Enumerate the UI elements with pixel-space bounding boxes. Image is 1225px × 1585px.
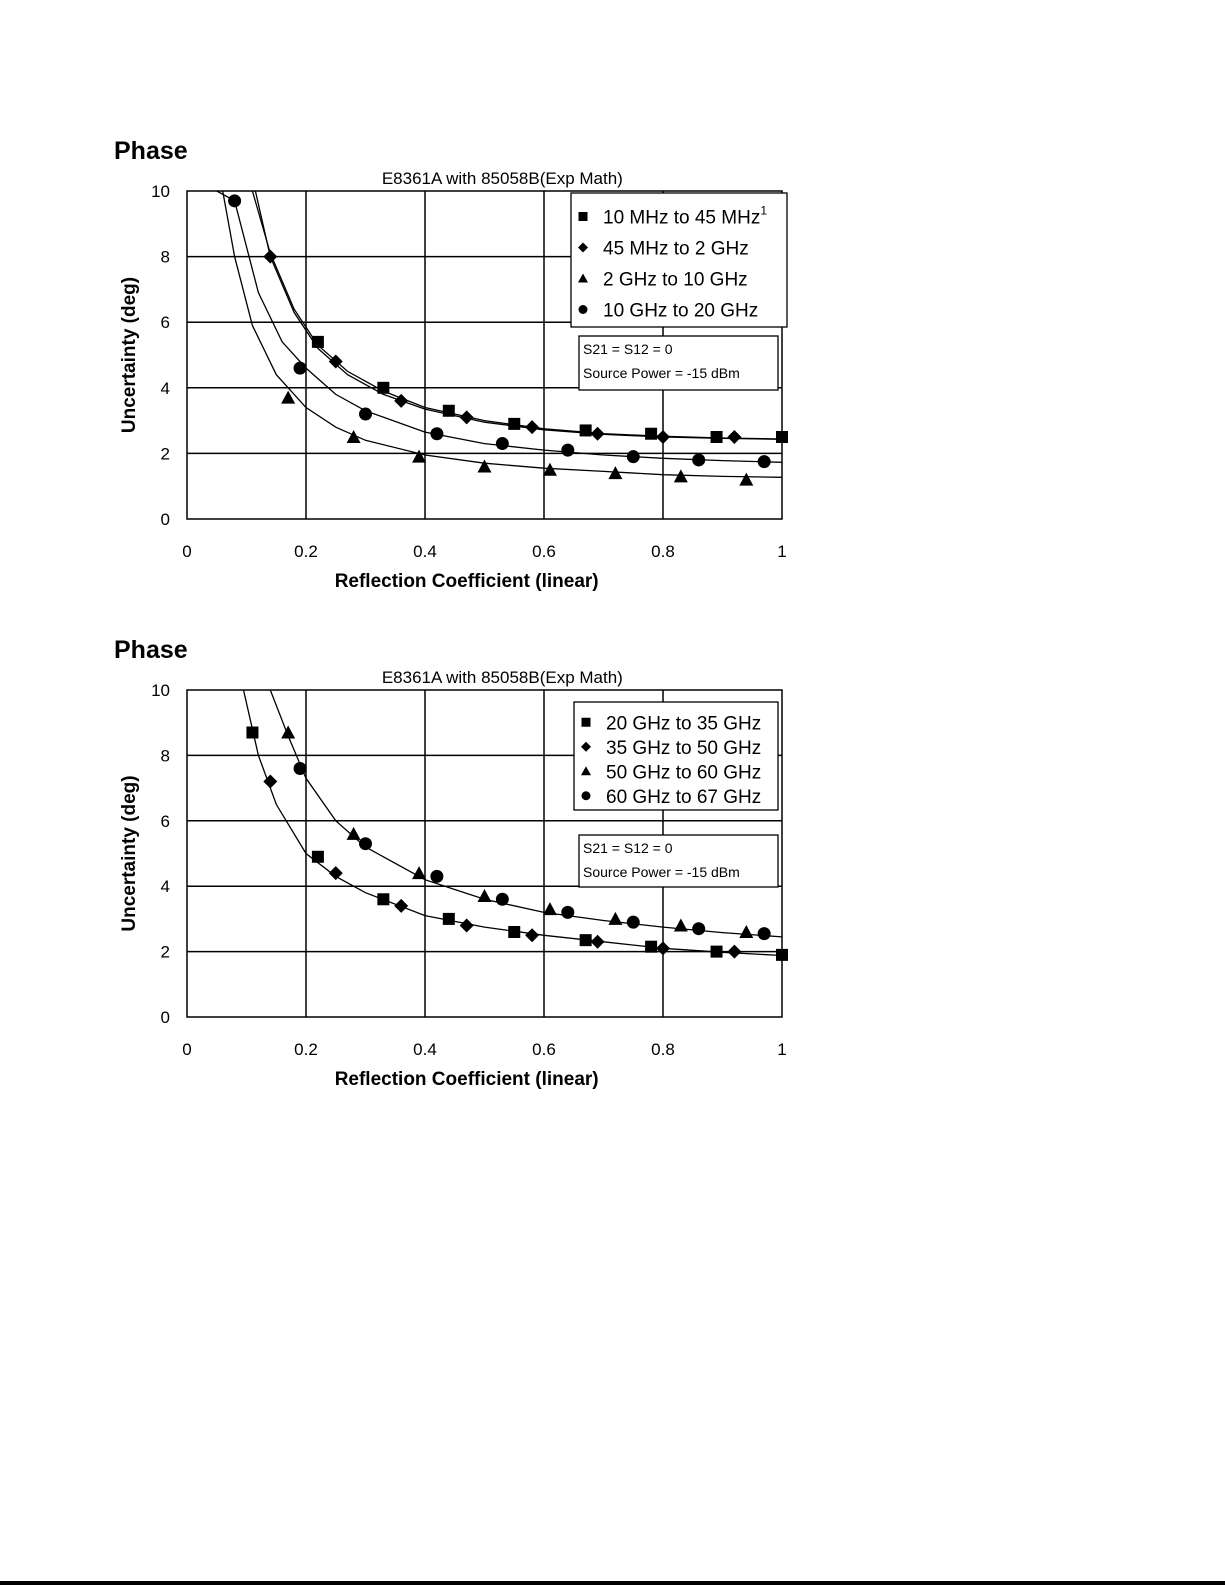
legend-label: 35 GHz to 50 GHz <box>606 737 762 759</box>
x-tick-label: 0.2 <box>294 1040 318 1059</box>
x-tick-label: 1 <box>777 542 787 561</box>
y-tick-label: 8 <box>160 247 170 267</box>
annotation-box <box>579 336 778 390</box>
y-tick-label: 8 <box>160 746 170 766</box>
data-point-square <box>776 431 788 443</box>
y-tick-label: 10 <box>151 681 170 700</box>
legend-marker-circle <box>579 305 588 314</box>
legend-marker-circle <box>582 791 591 800</box>
data-point-circle <box>359 408 372 421</box>
data-point-circle <box>758 455 771 468</box>
data-point-square <box>580 424 592 436</box>
legend-label: 10 MHz to 45 MHz$^1$ <box>603 203 768 229</box>
y-tick-label: 4 <box>160 378 170 398</box>
data-point-circle <box>294 362 307 375</box>
data-point-square <box>377 893 389 905</box>
y-tick-label: 4 <box>160 877 170 897</box>
x-tick-label: 0.6 <box>532 542 556 561</box>
y-tick-label: 2 <box>160 444 170 464</box>
chart-1-svg <box>0 0 1225 620</box>
data-point-circle <box>430 870 443 883</box>
data-point-circle <box>561 906 574 919</box>
x-tick-label: 0.4 <box>413 542 437 561</box>
data-point-square <box>645 941 657 953</box>
data-point-square <box>711 431 723 443</box>
section-heading: Phase <box>114 636 188 664</box>
chart-legend <box>574 702 778 810</box>
legend-superscript: 1 <box>760 203 768 218</box>
annotation-line: S21 = S12 = 0 <box>583 341 673 357</box>
data-point-circle <box>627 916 640 929</box>
legend-label: 10 GHz to 20 GHz <box>603 300 759 322</box>
data-point-square <box>312 336 324 348</box>
chart-title: E8361A with 85058B(Exp Math) <box>381 169 623 188</box>
legend-label: 45 MHz to 2 GHz <box>603 238 749 260</box>
legend-label: 60 GHz to 67 GHz <box>606 786 762 808</box>
chart-legend <box>571 193 787 327</box>
data-point-circle <box>627 450 640 463</box>
x-tick-label: 1 <box>777 1040 787 1059</box>
page-bottom-rule <box>0 1581 1225 1585</box>
x-tick-label: 0 <box>182 542 192 561</box>
x-tick-label: 0.4 <box>413 1040 437 1059</box>
y-tick-label: 2 <box>160 942 170 962</box>
data-point-square <box>711 946 723 958</box>
x-tick-label: 0.8 <box>651 1040 675 1059</box>
legend-marker-square <box>582 718 591 727</box>
data-point-circle <box>496 893 509 906</box>
chart-title: E8361A with 85058B(Exp Math) <box>381 668 623 687</box>
data-point-circle <box>692 922 705 935</box>
data-point-square <box>776 949 788 961</box>
data-point-circle <box>359 837 372 850</box>
data-point-circle <box>692 453 705 466</box>
annotation-line: S21 = S12 = 0 <box>583 840 673 856</box>
x-tick-label: 0 <box>182 1040 192 1059</box>
annotation-box <box>579 835 778 887</box>
legend-label: 20 GHz to 35 GHz <box>606 713 762 735</box>
data-point-circle <box>430 427 443 440</box>
x-tick-label: 0.2 <box>294 542 318 561</box>
y-axis-label: Uncertainty (deg) <box>119 276 140 434</box>
y-tick-label: 6 <box>160 811 170 831</box>
data-point-circle <box>561 444 574 457</box>
x-tick-label: 0.8 <box>651 542 675 561</box>
data-point-square <box>645 428 657 440</box>
data-point-square <box>246 727 258 739</box>
data-point-square <box>508 926 520 938</box>
y-tick-label: 0 <box>160 1008 170 1027</box>
section-heading: Phase <box>114 137 188 165</box>
y-tick-label: 10 <box>151 182 170 201</box>
data-point-square <box>508 418 520 430</box>
data-point-square <box>377 382 389 394</box>
data-point-square <box>580 934 592 946</box>
legend-label: 50 GHz to 60 GHz <box>606 762 762 784</box>
data-point-circle <box>758 927 771 940</box>
data-point-square <box>312 851 324 863</box>
x-axis-label: Reflection Coefficient (linear) <box>334 571 599 592</box>
x-axis-label: Reflection Coefficient (linear) <box>334 1069 599 1090</box>
legend-marker-square <box>579 212 588 221</box>
chart-2-svg <box>0 620 1225 1120</box>
data-point-circle <box>294 762 307 775</box>
y-axis-label: Uncertainty (deg) <box>119 775 140 932</box>
y-tick-label: 6 <box>160 313 170 333</box>
legend-label: 2 GHz to 10 GHz <box>603 269 748 291</box>
data-point-circle <box>496 437 509 450</box>
phase-chart-1 <box>0 0 1225 620</box>
phase-chart-2 <box>0 620 1225 1120</box>
annotation-line: Source Power = -15 dBm <box>583 864 740 880</box>
x-tick-label: 0.6 <box>532 1040 556 1059</box>
data-point-square <box>443 913 455 925</box>
y-tick-label: 0 <box>160 510 170 529</box>
data-point-square <box>443 405 455 417</box>
data-point-circle <box>228 194 241 207</box>
annotation-line: Source Power = -15 dBm <box>583 365 740 381</box>
